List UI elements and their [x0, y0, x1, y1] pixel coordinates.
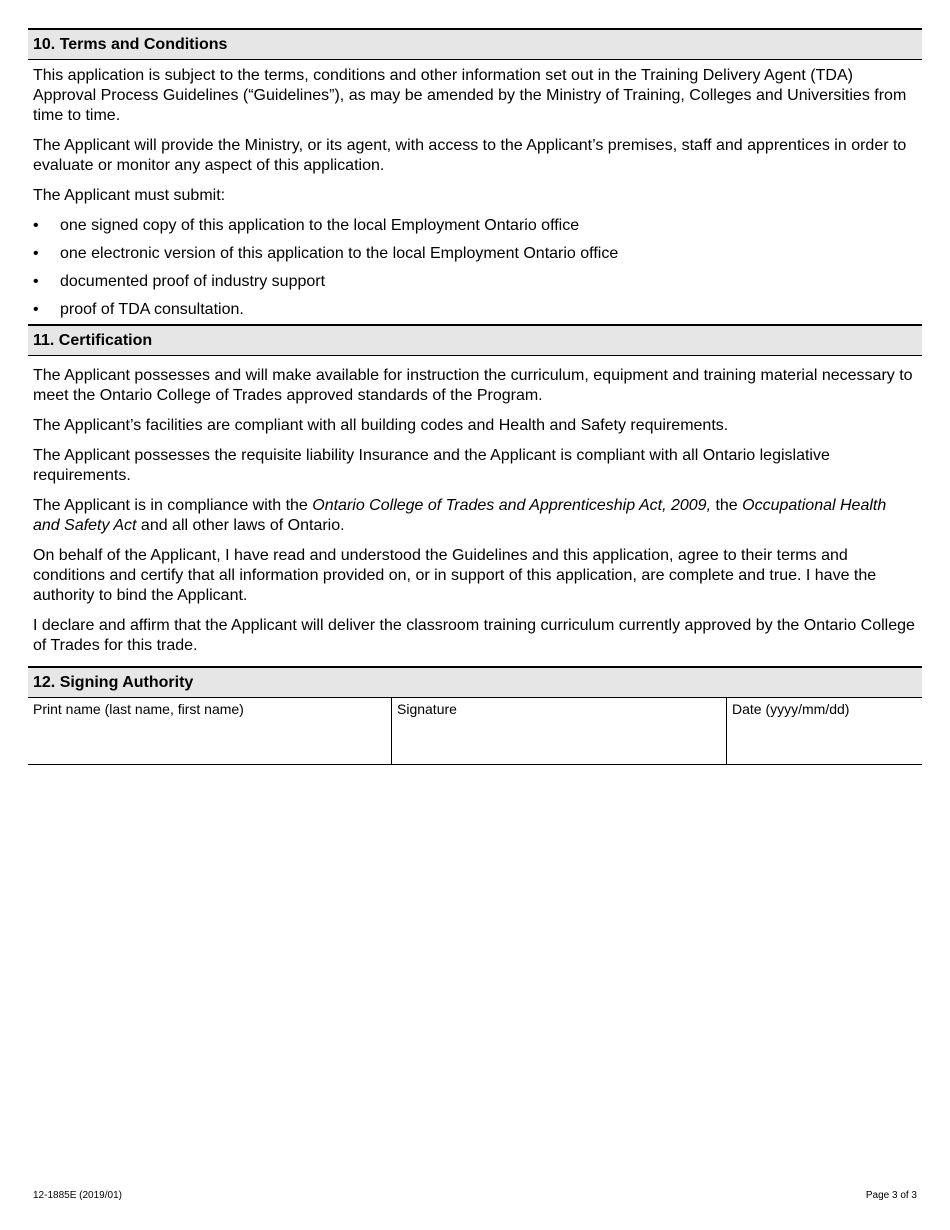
terms-paragraph-1: This application is subject to the terms, conditions and other information set out in the Training Delivery Agent (TDA) Approval Process Guidelines (“Guidelines”), as may be amended by the Ministry of Training, Colleges and Universities from time to time.	[33, 67, 907, 124]
signing-authority-table	[28, 698, 922, 765]
para4-text-3: and all other laws of Ontario.	[136, 517, 345, 534]
certification-paragraph-2: The Applicant’s facilities are compliant with all building codes and Health and Safety requirements.	[33, 417, 729, 434]
section-10-body	[28, 60, 922, 324]
certification-paragraph-5: On behalf of the Applicant, I have read and understood the Guidelines and this application, agree to their terms and conditions and certify that all information provided on, or in support of this application, are complete and true. I have the authority to bind the Applicant.	[33, 547, 877, 604]
terms-paragraph-3: The Applicant must submit:	[33, 187, 226, 204]
date-label: Date (yyyy/mm/dd)	[732, 701, 850, 717]
submission-item: • one electronic version of this application to the local Employment Ontario office	[33, 244, 917, 272]
print-name-label: Print name (last name, first name)	[33, 701, 244, 717]
signature-label: Signature	[397, 701, 457, 717]
submission-list	[33, 216, 917, 324]
para4-text-1: The Applicant is in compliance with the	[33, 497, 313, 514]
form-number: 12-1885E (2019/01)	[33, 1190, 122, 1201]
certification-paragraph-1: The Applicant possesses and will make available for instruction the curriculum, equipment and training material necessary to meet the Ontario College of Trades approved standards of the Program.	[33, 367, 913, 404]
para4-text-2: the	[711, 497, 743, 514]
submission-item: • documented proof of industry support	[33, 272, 917, 300]
section-10-header: 10. Terms and Conditions	[28, 28, 922, 60]
page-number: Page 3 of 3	[865, 1190, 917, 1201]
print-name-field[interactable]	[28, 698, 391, 764]
terms-paragraph-2: The Applicant will provide the Ministry, or its agent, with access to the Applicant’s premises, staff and apprentices in order to evaluate or monitor any aspect of this application.	[33, 137, 907, 174]
form-page	[28, 28, 922, 765]
section-11-header: 11. Certification	[28, 324, 922, 356]
signature-field[interactable]	[391, 698, 726, 764]
section-11-body	[28, 356, 922, 666]
act-name-ohsa: Occupational Health and Safety Act	[33, 497, 887, 534]
act-name-ocota: Ontario College of Trades and Apprenticeship Act, 2009,	[312, 497, 712, 514]
submission-item: • one signed copy of this application to the local Employment Ontario office	[33, 216, 917, 244]
date-field[interactable]	[726, 698, 922, 764]
certification-paragraph-6: I declare and affirm that the Applicant will deliver the classroom training curriculum currently approved by the Ontario College of Trades for this trade.	[33, 617, 915, 654]
submission-item: • proof of TDA consultation.	[33, 300, 917, 324]
certification-paragraph-4	[33, 496, 917, 536]
section-12-header: 12. Signing Authority	[28, 666, 922, 698]
certification-paragraph-3: The Applicant possesses the requisite liability Insurance and the Applicant is compliant with all Ontario legislative requirements.	[33, 447, 830, 484]
